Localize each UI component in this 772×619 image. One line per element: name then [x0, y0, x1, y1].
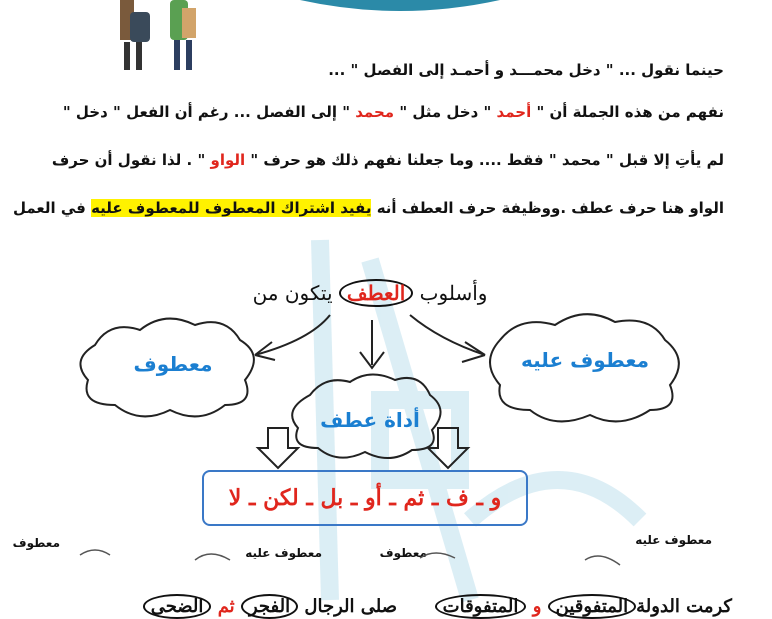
text: وأسلوب: [419, 281, 488, 305]
conjunction: و: [532, 596, 542, 617]
highlight-word: أحمد: [496, 103, 532, 121]
text: " دخل مثل ": [399, 103, 492, 121]
text: لم يأتِ إلا قبل " محمد " فقط .... وما جعلنا نفهم ذلك هو حرف ": [250, 151, 724, 169]
example-arrows: [0, 540, 772, 600]
paragraph-line-1: [34, 60, 724, 80]
left-cloud-label: معطوف: [133, 352, 213, 376]
text: ... " دخل محمـــد و أحمـد إلى الفصل " ...: [328, 61, 636, 79]
diagram-shapes: [0, 300, 772, 480]
example-label: معطوف عليه: [245, 546, 322, 560]
highlight-word: الواو: [210, 151, 246, 169]
text: يتكون من: [252, 281, 333, 305]
circled-word: المتفوقات: [435, 594, 527, 619]
conjunction-tools-text: و ـ ف ـ ثم ـ أو ـ بل ـ لكن ـ لا: [228, 485, 502, 511]
text: " . لذا نقول أن حرف: [51, 151, 206, 169]
highlight-word: محمد: [355, 103, 395, 121]
text: كرمت الدولة: [636, 596, 732, 617]
circled-word: الضحى: [143, 594, 212, 619]
example-label: معطوف عليه: [635, 533, 712, 547]
conjunction-tools-box: [202, 470, 528, 526]
right-cloud-label: معطوف عليه: [520, 348, 649, 372]
text: " إلى الفصل ... رغم أن الفعل " دخل ": [62, 103, 351, 121]
example-label: معطوف: [12, 536, 60, 550]
circled-word: الفجر: [241, 594, 298, 619]
paragraph-line-4: [12, 198, 724, 218]
example-label: معطوف: [379, 546, 427, 560]
conjunction: ثم: [217, 596, 235, 617]
text: صلى الرجال: [304, 596, 398, 617]
banner-decoration: [300, 0, 500, 12]
text: الواو هنا حرف عطف .ووظيفة حرف العطف أنه: [376, 199, 724, 217]
example-sentences: [143, 596, 732, 617]
highlighted-phrase: يفيد اشتراك المعطوف للمعطوف عليه: [91, 199, 372, 217]
key-term: العطف: [339, 279, 413, 307]
paragraph-line-2: [34, 102, 724, 122]
text: نفهم من هذه الجملة أن ": [536, 103, 724, 121]
text: حينما نقول: [641, 61, 724, 79]
text: في العمل: [12, 199, 86, 217]
center-cloud-label: أداة عطف: [320, 408, 420, 432]
circled-word: المتفوقين: [548, 594, 636, 619]
paragraph-line-3: [34, 150, 724, 170]
